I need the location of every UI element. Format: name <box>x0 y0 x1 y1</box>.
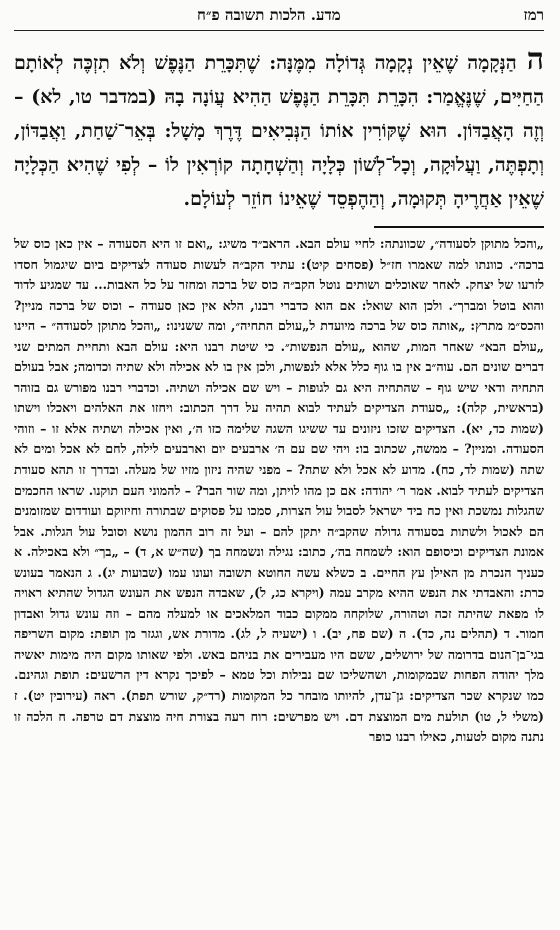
halacha-letter: ה <box>526 42 544 77</box>
header-title: מדע. הלכות תשובה פ״ח <box>196 6 341 24</box>
page-number: רמז <box>523 6 544 24</box>
section-divider <box>374 226 544 228</box>
main-text <box>14 43 544 216</box>
halacha-text: הַנְּקָמָה שֶׁאֵין נְקָמָה גְּדוֹלָה מִמֶּנָּה: שֶׁתִּכָּרֵת הַנֶּפֶשׁ וְלֹא תִזְכֶּה לְאוֹתָם הַחַיִּים, שֶׁנֶּאֱמַר: הִכָּרֵת תִּכָּרֵת הַנֶּפֶשׁ הַהִיא עֲוֹנָה בָהּ (במדבר טו, לא) – וְזֶה הָאֲבַדּוֹן. הוּא שֶׁקּוֹרִין אוֹתוֹ הַנְּבִיאִים דֶּרֶךְ מָשָׁל: בְּאֵר־שַׁחַת, וַאֲבַדּוֹן, וְתָפְתֶּה, וַעֲלוּקָה, וְכָל־לְשׁוֹן כְּלָיָה וְהַשְׁחָתָה קוֹרְאִין לוֹ – לְפִי שֶׁהִיא הַכְּלָיָה שֶׁאֵין אַחֲרֶיהָ תְּקוּמָה, וְהַהֶפְסֵד שֶׁאֵינוֹ חוֹזֵר לְעוֹלָם. <box>14 52 544 210</box>
running-header <box>14 6 544 31</box>
commentary-block <box>14 234 544 748</box>
commentary-paragraph: „והכל מתוקן לסעודה״, שכוונתה: לחיי עולם הבא. הראב״ד משיג: „ואם זו היא הסעודה – אין כאן כוס של ברכה״. כוונתו למה שאמרו חז״ל (פסחים קיט): עתיד הקב״ה לעשות סעודה לצדיקים ביום שיגמול חסדו לזרעו של יצחק. לאחר שאוכלים ושותים נוטל הקב״ה כוס של ברכה ומחזר על כל האבות... עד שמגיע לדוד והוא בוטל ומברך״. ולכן הוא שואל: אם הוא כדברי רבנו, הלא אין כאן סעודה – וכוס של ברכה מניין? והכס״מ מתרץ: „אותה כוס של ברכה מיועדת ל„עולם התחיה״, ומה ששנינו: „והכל מתוקן לסעודה״ – היינו „עולם הבא״ שאחר המות, שהוא „עולם הנפשות״. כי שיטת רבנו היא: עולם הבא ותחיית המתים שני דברים שונים הם. עוה״ב אין בו גוף כלל אלא לנפשות, ולכן אין בו לא אכילה ולא שתיה וכדומה; אבל בעולם התחיה ודאי שיש גוף – שהתחיה היא גם לגופות – ויש שם אכילה ושתיה. וכדברי רבנו מפורש גם בזוהר (בראשית, קלה): „סעודת הצדיקים לעתיד לבוא תהיה על דרך הכתוב: ויחזו את האלהים ויאכלו וישתו (שמות כד, יא). הצדיקים שזכו ניזונים עד ששיגו השגה שלימה כזו ה׳, ואין אכילה ושתיה אלא זו – וזוהי הסעודה. ומניין? – ממשה, שכתוב בו: ויהי שם עם ה׳ ארבעים יום וארבעים לילה, לחם לא אכל ומים לא שתה (שמות לד, כח). מדוע לא אכל ולא שתה? – מפני שהיה ניזון מזיו של מעלה. ובדרך זו תהא סעודת הצדיקים לעתיד לבוא. אמר ר׳ יהודה: אם כן מהו לויתן, ומה שור הבר? – להמוני העם תוקנו. שראו החכמים שהגלות נמשכת ואין כח ביד ישראל לסבול עול הצרות, סמכו על פסוקים שבתורה וחיזוקם ועודדום שמזומנים הם לאכול ולשתות בסעודה גדולה שהקב״ה יתקן להם – ועל זה רוב ההמון נושא וסובל עול הגלות. אבל אמונת הצדיקים וכיסופם הוא: לשמחה בה׳, כתוב: נגילה ונשמחה בך (שה״ש א, ד) – „בך״ ולא באכילה. א כעניך הנכרת מן האילן עץ החיים. ב כשלא עשה החוטא תשובה ועונו עמו (שבועות יג). ג הנאמר בעונש כרת: והאבדתי את הנפש ההיא מקרב עמה (ויקרא כג, ל), שאבדה הנפש את העונש הגדול שהתיא ראויה לו מפאת שהיתה זכה וטהורה, שלוקחה ממקום כבוד המלאכים או למעלה מהם – וזה עונש גדול ואבדון חמור. ד (תהלים נה, כד). ה (שם פח, יב). ו (ישעיה ל, לג). מדורת אש, וגגזר מן תופת: מקום השריפה בגי־בן־הנום בדרומה של ירושלים, ששם היו מעבירים את בניהם באש. ולפי שאותו מקום היה מימות יאשיה מלך יהודה הפחות שבמקומות, ושהשליכו שם נבילות וכל טמא – לפיכך נקרא דין הרשעים: תופת וגהינם. כמו שנקרא שכר הצדיקים: גן־עדן, להיותו מובחר כל המקומות (רד״ק, שורש תפת). ראה (עירובין יט). ז (משלי ל, טו) תולעת מים המוצצת דם. ויש מפרשים: רוח רעה בצורת חיה מוצצת דם טרפה. ח הלכה זו נתנה מקום לטעות, כאילו רבנו כופר <box>14 236 544 745</box>
